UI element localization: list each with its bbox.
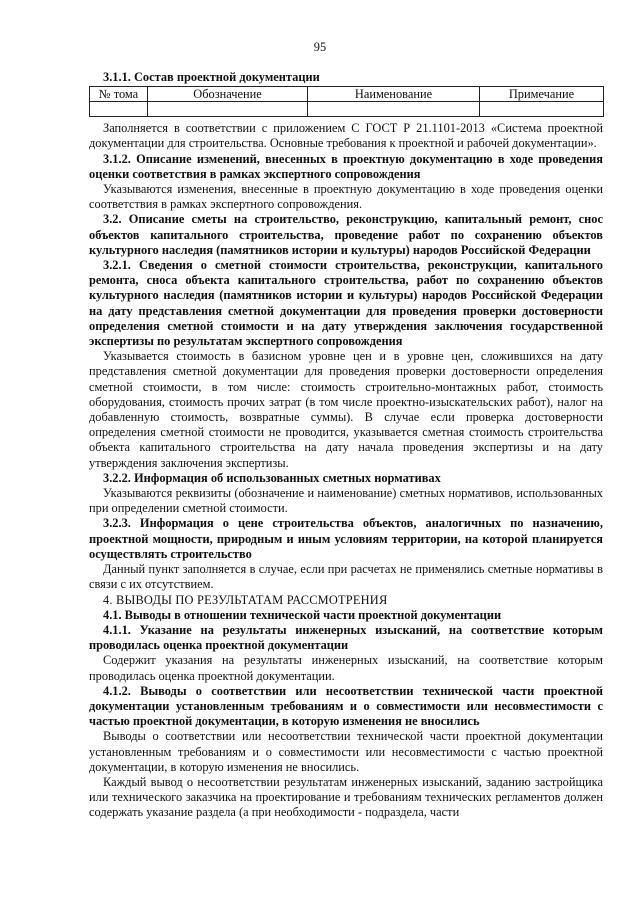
table-header-cell: Обозначение xyxy=(148,87,308,102)
section-4-title: 4. ВЫВОДЫ ПО РЕЗУЛЬТАТАМ РАССМОТРЕНИЯ xyxy=(103,592,388,607)
table-header-row xyxy=(90,87,604,102)
table-header-cell: № тома xyxy=(90,87,148,102)
section-3-2-3-text: Данный пункт заполняется в случае, если при расчетах не применялись сметные нормативы в связи с их отсутствием. xyxy=(89,562,603,592)
section-4-1-1-title: 4.1.1. Указание на результаты инженерных изысканий, на соответствие которым проводилась оценка проектной документации xyxy=(89,622,603,653)
section-3-1-1-text: Заполняется в соответствии с приложением С ГОСТ Р 21.1101-2013 «Система проектной документации для строительства. Основные требования к проектной и рабочей документации». xyxy=(89,121,603,151)
section-3-1-1-title: 3.1.1. Состав проектной документации xyxy=(103,70,320,84)
document-body xyxy=(89,70,603,821)
section-3-1-2-text: Указываются изменения, внесенные в проектную документацию в ходе проведения оценки соответствия в рамках экспертного сопровождения. xyxy=(89,182,603,212)
section-3-2-2-title: 3.2.2. Информация об использованных сметных нормативах xyxy=(103,470,441,485)
section-3-2-3-title: 3.2.3. Информация о цене строительства объектов, аналогичных по назначению, проектной мощности, природным и иным условиям территории, на которой планируется осуществлять строительство xyxy=(89,516,603,561)
table-cell xyxy=(308,102,480,117)
documentation-table xyxy=(89,86,604,117)
section-4-1-title: 4.1. Выводы в отношении технической части проектной документации xyxy=(103,607,502,622)
page-number: 95 xyxy=(313,40,327,54)
section-4-1-2-text-continued: Каждый вывод о несоответствии результатам инженерных изысканий, заданию застройщика или технического заказчика на проектирование и требованиям технических регламентов должен содержать указание раздела (а при необходимости - подраздела, части xyxy=(89,774,603,820)
table-cell xyxy=(90,102,148,117)
table-header-cell: Примечание xyxy=(480,87,604,102)
section-3-2-title: 3.2. Описание сметы на строительство, реконструкцию, капитальный ремонт, снос объектов капитального строительства, проведение работ по сохранению объектов культурного наследия (памятников истории и культуры) народов Российской Федерации xyxy=(89,212,603,257)
table-row xyxy=(90,102,604,117)
table-cell xyxy=(148,102,308,117)
section-3-1-2-title: 3.1.2. Описание изменений, внесенных в проектную документацию в ходе проведения оценки соответствия в рамках экспертного сопровождения xyxy=(89,151,603,181)
table-header-cell: Наименование xyxy=(308,87,480,102)
section-4-1-2-title: 4.1.2. Выводы о соответствии или несоответствии технической части проектной документации установленным требованиям и о совместимости или несовместимости с частью проектной документации, в которую изменения не вносились xyxy=(89,683,603,729)
section-3-2-1-title: 3.2.1. Сведения о сметной стоимости строительства, реконструкции, капитального ремонта, сноса объекта капитального строительства, работ по сохранению объектов культурного наследия (памятников истории и культуры) народов Российской Федерации на дату представления сметной документации для проведения проверки достоверности определения сметной стоимости и на дату утверждения заключения государственной экспертизы по результатам экспертного сопровождения xyxy=(89,258,603,349)
section-4-1-2-text: Выводы о соответствии или несоответствии технической части проектной документации установленным требованиям и о совместимости или несовместимости с частью проектной документации, в которую изменения не вносились. xyxy=(89,729,603,774)
section-3-2-2-text: Указываются реквизиты (обозначение и наименование) сметных нормативов, использованных при определении сметной стоимости. xyxy=(89,486,603,516)
section-3-2-1-text: Указывается стоимость в базисном уровне цен и в уровне цен, сложившихся на дату представления сметной документации для проведения проверки достоверности определения сметной стоимости, в том числе: стоимость строительно-монтажных работ, стоимость оборудования, стоимость прочих затрат (в том числе проектно-изыскательских работ), налог на добавленную стоимость, возвратные суммы). В случае если проверка достоверности определения сметной стоимости не проводится, указывается сметная стоимость строительства объекта капитального строительства на дату начала проведения экспертизы и на дату утверждения заключения экспертизы. xyxy=(89,349,603,470)
section-4-1-1-text: Содержит указания на результаты инженерных изысканий, на соответствие которым проводилась оценка проектной документации. xyxy=(89,653,603,683)
table-cell xyxy=(480,102,604,117)
